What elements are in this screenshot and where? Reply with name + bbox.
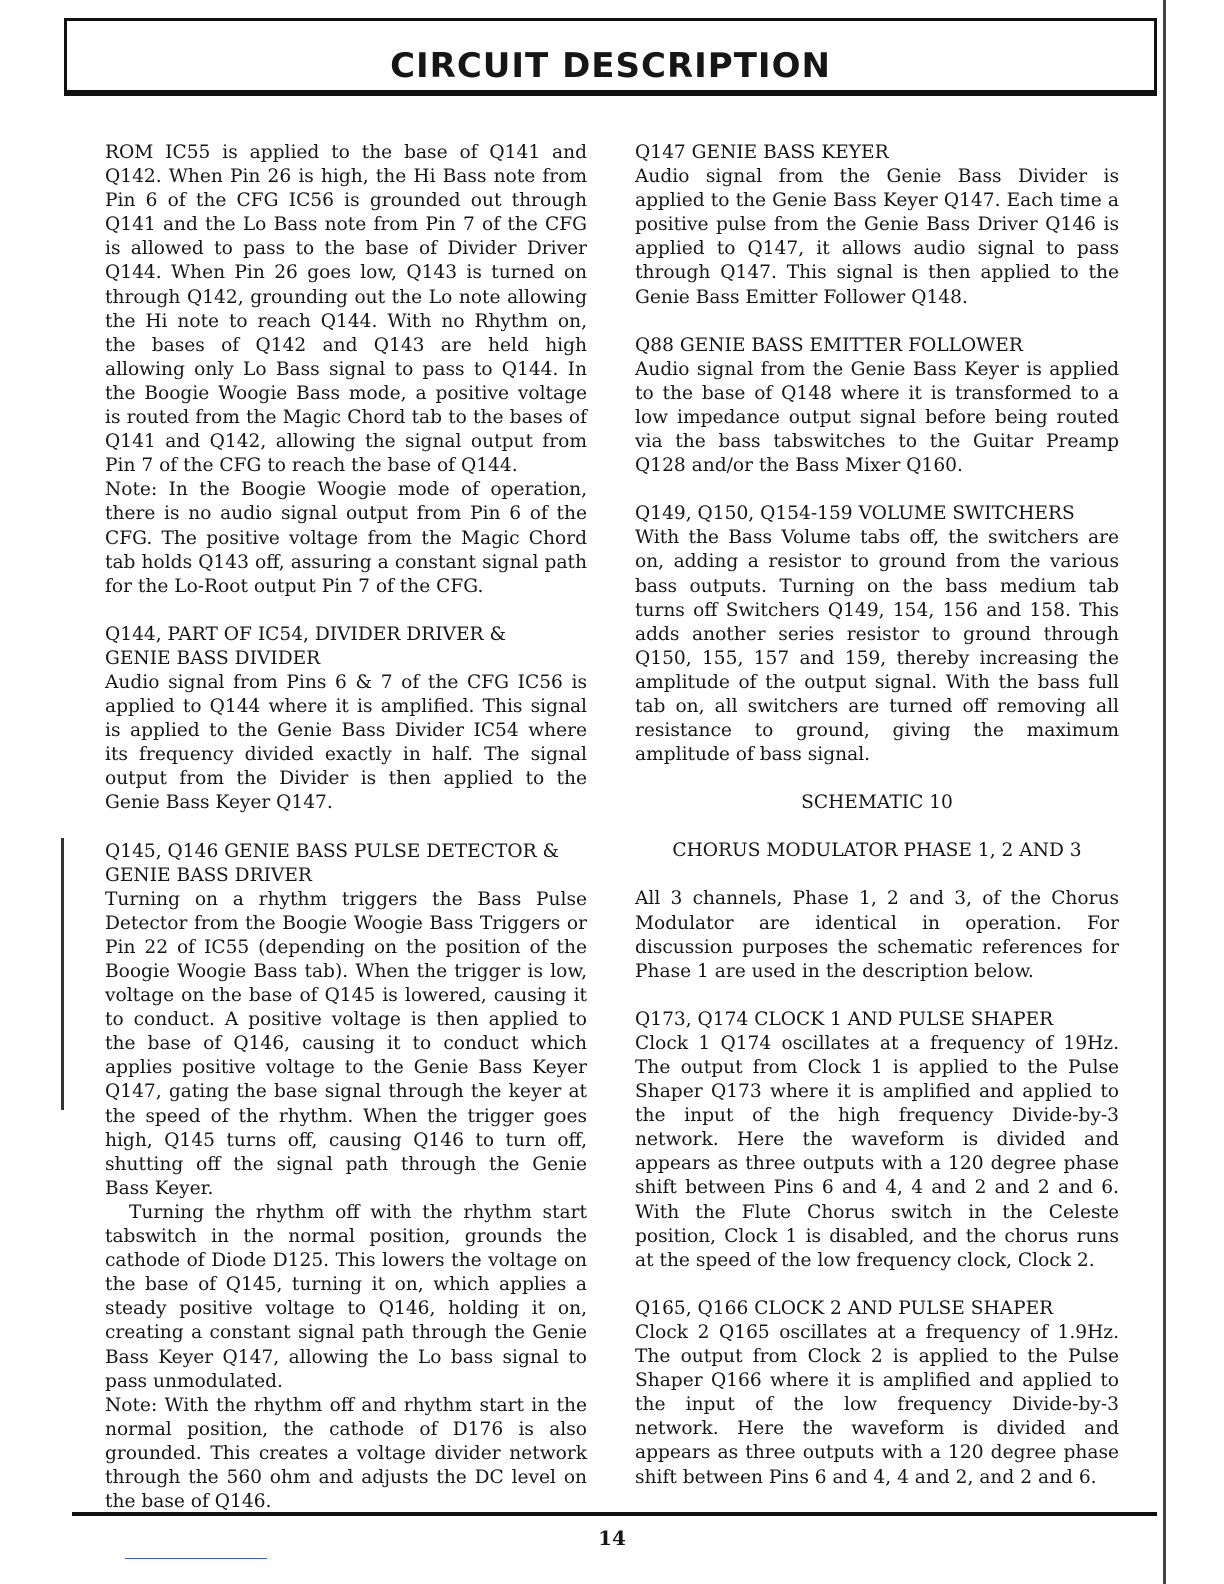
scan-artifact-line: [125, 1558, 267, 1559]
q88-paragraph: Audio signal from the Genie Bass Keyer is applied to the base of Q148 where it is transformed to a low impedance output signal before being routed via the bass tabswitches to the Guitar Preamp Q128 and/or the Bass Mixer Q160.: [635, 358, 1119, 477]
chorus-intro-section: [635, 887, 1119, 983]
q147-title: Q147 GENIE BASS KEYER: [635, 142, 889, 163]
page-edge-line: [1163, 0, 1166, 1584]
q88-title: Q88 GENIE BASS EMITTER FOLLOWER: [635, 334, 1023, 356]
intro-section: [105, 141, 587, 599]
q144-title-line1: Q144, PART OF IC54, DIVIDER DRIVER &: [105, 623, 507, 645]
left-column: [105, 141, 587, 1538]
q147-paragraph: Audio signal from the Genie Bass Divider is applied to the Genie Bass Keyer Q147. Each time a positive pulse from the Genie Bass Driver Q146 is applied to Q147, it allows audio signal to pass through Q147. This signal is then applied to the Genie Bass Emitter Follower Q148.: [635, 166, 1119, 308]
q173-paragraph: Clock 1 Q174 oscillates at a frequency of 19Hz. The output from Clock 1 is applied to the Pulse Shaper Q173 where it is amplified and applied to the input of the high frequency Divide-by-3 network. Here the waveform is divided and appears as three outputs with a 120 degree phase shift between Pins 6 and 4, 4 and 2 and 2 and 6. With the Flute Chorus switch in the Celeste position, Clock 1 is disabled, and the chorus runs at the speed of the low frequency clock, Clock 2.: [635, 1032, 1119, 1271]
right-column: [635, 141, 1119, 1514]
page-title: CIRCUIT DESCRIPTION: [390, 46, 831, 86]
header-rule: [64, 90, 1157, 96]
q144-title-line2: GENIE BASS DIVIDER: [105, 647, 321, 669]
q88-section: [635, 334, 1119, 479]
q149-section: [635, 502, 1119, 767]
page-number: 14: [598, 1526, 626, 1550]
q165-section: [635, 1297, 1119, 1490]
intro-note: Note: In the Boogie Woogie mode of operation, there is no audio signal output from Pin 6 of the CFG. The positive voltage from the Magic Chord tab holds Q143 off, assuring a constant signal path for the Lo-Root output Pin 7 of the CFG.: [105, 479, 587, 597]
q149-paragraph: With the Bass Volume tabs off, the switchers are on, adding a resistor to ground from the various bass outputs. Turning on the bass medium tab turns off Switchers Q149, 154, 156 and 158. This adds another series resistor to ground through Q150, 155, 157 and 159, thereby increasing the amplitude of the output signal. With the bass full tab on, all switchers are turned off removing all resistance to ground, giving the maximum amplitude of bass signal.: [635, 527, 1119, 766]
q145-title-line1: Q145, Q146 GENIE BASS PULSE DETECTOR &: [105, 840, 560, 862]
q145-paragraph-2: Turning the rhythm off with the rhythm start tabswitch in the normal position, grounds the cathode of Diode D125. This lowers the voltage on the base of Q145, turning it on, which applies a steady positive voltage to Q146, holding it on, creating a constant signal path through the Genie Bass Keyer Q147, allowing the Lo bass signal to pass unmodulated.: [105, 1201, 587, 1392]
q165-title: Q165, Q166 CLOCK 2 AND PULSE SHAPER: [635, 1297, 1054, 1319]
q173-section: [635, 1008, 1119, 1273]
margin-change-bar: [61, 838, 64, 1110]
q173-title: Q173, Q174 CLOCK 1 AND PULSE SHAPER: [635, 1008, 1054, 1030]
q144-section: [105, 623, 587, 816]
q165-paragraph: Clock 2 Q165 oscillates at a frequency of 1.9Hz. The output from Clock 2 is applied to the Pulse Shaper Q166 where it is amplified and applied to the input of the low frequency Divide-by-3 network. Here the waveform is divided and appears as three outputs with a 120 degree phase shift between Pins 6 and 4, 4 and 2, and 2 and 6.: [635, 1321, 1119, 1488]
q147-section: [635, 141, 1119, 310]
q145-section: [105, 840, 587, 1515]
chorus-heading: CHORUS MODULATOR PHASE 1, 2 AND 3: [672, 840, 1082, 862]
q145-title-line2: GENIE BASS DRIVER: [105, 864, 312, 886]
intro-paragraph: ROM IC55 is applied to the base of Q141 and Q142. When Pin 26 is high, the Hi Bass note from Pin 6 of the CFG IC56 is grounded out through Q141 and the Lo Bass note from Pin 7 of the CFG is allowed to pass to the base of Divider Driver Q144. When Pin 26 goes low, Q143 is turned on through Q142, grounding out the Lo note allowing the Hi note to reach Q144. With no Rhythm on, the bases of Q142 and Q143 are held high allowing only Lo Bass signal to pass to Q144. In the Boogie Woogie Bass mode, a positive voltage is routed from the Magic Chord tab to the bases of Q141 and Q142, allowing the signal output from Pin 7 of the CFG to reach the base of Q144.: [105, 142, 587, 477]
chorus-intro: All 3 channels, Phase 1, 2 and 3, of the Chorus Modulator are identical in operation. For discussion purposes the schematic references for Phase 1 are used in the description below.: [635, 888, 1119, 982]
q145-paragraph-1: Turning on a rhythm triggers the Bass Pulse Detector from the Boogie Woogie Bass Triggers or Pin 22 of IC55 (depending on the position of the Boogie Woogie Bass tab). When the trigger is low, voltage on the base of Q145 is lowered, causing it to conduct. A positive voltage is then applied to the base of Q146, causing it to conduct which applies positive voltage to the Genie Bass Keyer Q147, gating the base signal through the keyer at the speed of the rhythm. When the trigger goes high, Q145 turns off, causing Q146 to turn off, shutting off the signal path through the Genie Bass Keyer.: [105, 888, 587, 1199]
q145-note: Note: With the rhythm off and rhythm start in the normal position, the cathode of D176 is also grounded. This creates a voltage divider network through the 560 ohm and adjusts the DC level on the base of Q146.: [105, 1394, 587, 1513]
schematic-heading: SCHEMATIC 10: [801, 792, 953, 814]
footer-rule: [72, 1512, 1157, 1516]
q144-paragraph: Audio signal from Pins 6 & 7 of the CFG IC56 is applied to Q144 where it is amplified. This signal is applied to the Genie Bass Divider IC54 where its frequency divided exactly in half. The signal output from the Divider is then applied to the Genie Bass Keyer Q147.: [105, 671, 587, 814]
q149-title: Q149, Q150, Q154-159 VOLUME SWITCHERS: [635, 503, 1075, 525]
